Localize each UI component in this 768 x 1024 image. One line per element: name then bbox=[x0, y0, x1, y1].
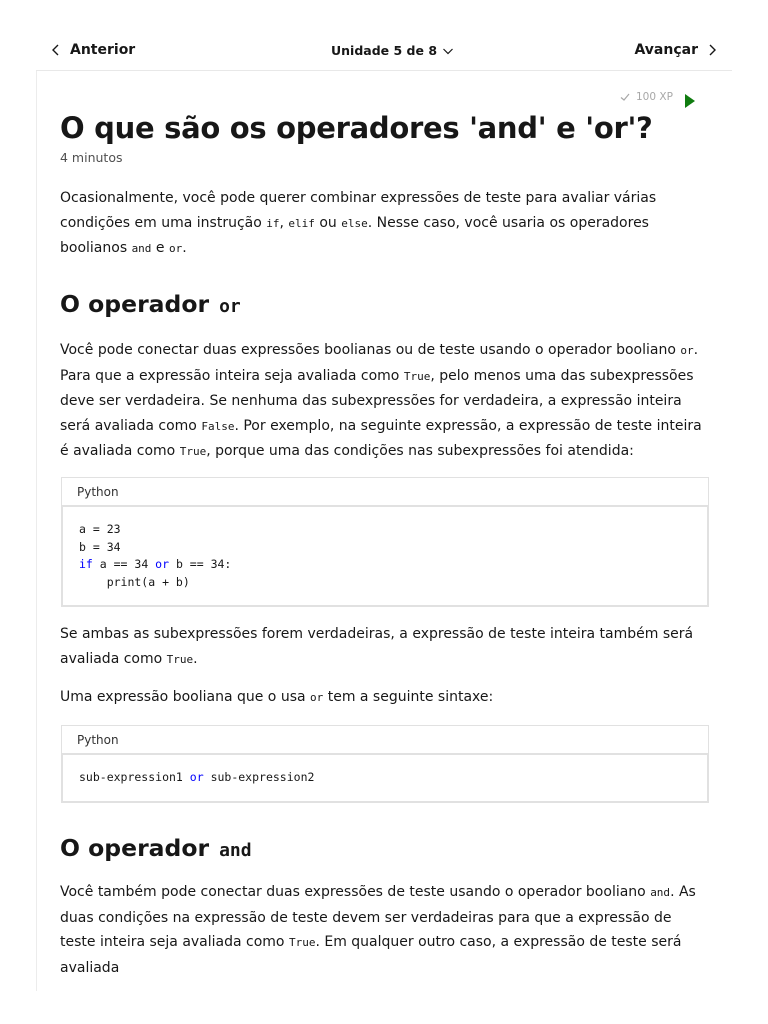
code-language-label: Python bbox=[62, 478, 708, 506]
paragraph-text: Você também pode conectar duas expressões de teste usando o operador booliano bbox=[60, 884, 651, 900]
code-line: sub-expression2 bbox=[203, 770, 315, 784]
or-both-true-paragraph bbox=[60, 622, 710, 672]
paragraph-text: Uma expressão booliana que o usa bbox=[60, 689, 311, 705]
page-title: O que são os operadores 'and' e 'or'? bbox=[60, 111, 653, 145]
code-content bbox=[79, 769, 691, 787]
previous-unit-label: Anterior bbox=[70, 42, 136, 58]
code-body[interactable] bbox=[62, 506, 708, 606]
and-section-heading bbox=[60, 834, 710, 862]
code-keyword: if bbox=[79, 557, 93, 571]
code-keyword: or bbox=[189, 770, 204, 784]
code-content bbox=[79, 521, 691, 591]
duration-label: 4 minutos bbox=[60, 150, 123, 165]
and-description-paragraph bbox=[60, 880, 710, 980]
intro-text: . Nesse caso, você usaria os operadores boolianos bbox=[60, 214, 649, 256]
inline-code: True bbox=[288, 936, 316, 949]
xp-badge bbox=[620, 91, 673, 103]
code-keyword: or bbox=[155, 557, 170, 571]
intro-paragraph bbox=[60, 186, 710, 262]
inline-code: if bbox=[266, 216, 280, 230]
chevron-down-icon bbox=[442, 45, 454, 57]
unit-navigation-bar bbox=[36, 30, 732, 71]
inline-code: or bbox=[680, 344, 694, 357]
paragraph-text: , porque uma das condições nas subexpressões foi atendida: bbox=[206, 443, 634, 459]
paragraph-text: Se ambas as subexpressões forem verdadeiras, a expressão de teste inteira também será avaliada como bbox=[60, 626, 694, 667]
inline-code: True bbox=[166, 652, 194, 666]
or-syntax-paragraph bbox=[60, 685, 710, 711]
unit-selector-dropdown[interactable] bbox=[331, 43, 454, 58]
inline-code: elif bbox=[288, 216, 315, 230]
paragraph-text: tem a seguinte sintaxe: bbox=[323, 689, 494, 705]
unit-header bbox=[60, 108, 710, 165]
code-language-label: Python bbox=[62, 726, 708, 754]
content-left-border bbox=[36, 71, 37, 991]
previous-unit-link[interactable] bbox=[50, 42, 135, 58]
paragraph-text: , pelo menos uma das subexpressões deve ser verdadeira. Se nenhuma das subexpressões for verdadeira, a expressão inteira será avaliada como bbox=[60, 367, 694, 434]
code-line: a == 34 bbox=[92, 557, 156, 571]
or-description-paragraph bbox=[60, 338, 710, 465]
paragraph-text: . Em qualquer outro caso, a expressão de teste será avaliada bbox=[60, 934, 682, 976]
heading-text: O operador bbox=[60, 834, 210, 862]
paragraph-text: . Por exemplo, na seguinte expressão, a expressão de teste inteira é avaliada como bbox=[60, 417, 702, 459]
code-line: sub-expression1 bbox=[79, 770, 190, 784]
intro-text: ou bbox=[314, 214, 342, 231]
check-icon bbox=[620, 92, 630, 102]
heading-code: and bbox=[219, 840, 252, 861]
next-unit-label: Avançar bbox=[634, 42, 698, 58]
code-block-or-example bbox=[61, 477, 709, 607]
inline-code: False bbox=[201, 419, 235, 433]
code-line: b == 34: bbox=[169, 557, 232, 571]
inline-code: True bbox=[403, 369, 431, 383]
intro-text: . bbox=[182, 240, 187, 256]
heading-text: O operador bbox=[60, 290, 210, 318]
code-body[interactable] bbox=[62, 754, 708, 802]
paragraph-text: . bbox=[193, 650, 198, 667]
next-unit-link[interactable] bbox=[634, 42, 718, 58]
inline-code: or bbox=[310, 691, 324, 704]
paragraph-text: Você pode conectar duas expressões boolianas ou de teste usando o operador booliano bbox=[60, 342, 681, 358]
inline-code: and bbox=[131, 242, 152, 255]
intro-text: Ocasionalmente, você pode querer combinar expressões de teste para avaliar várias condições em uma instrução bbox=[60, 190, 657, 231]
paragraph-text: . Para que a expressão inteira seja avaliada como bbox=[60, 342, 699, 384]
code-line: b = 34 bbox=[79, 539, 121, 554]
heading-code: or bbox=[219, 296, 241, 317]
intro-text: e bbox=[151, 240, 169, 256]
code-line: a = 23 bbox=[79, 522, 121, 536]
inline-code: True bbox=[179, 445, 207, 458]
or-section-heading bbox=[60, 290, 710, 318]
chevron-right-icon bbox=[706, 44, 718, 56]
inline-code: and bbox=[650, 886, 671, 899]
xp-label: 100 XP bbox=[636, 91, 673, 103]
paragraph-text: . As duas condições na expressão de teste devem ser verdadeiras para que a expressão de teste inteira seja avaliada como bbox=[60, 884, 696, 950]
inline-code: else bbox=[341, 216, 368, 230]
code-block-or-syntax bbox=[61, 725, 709, 803]
play-icon bbox=[684, 93, 696, 109]
inline-code: or bbox=[168, 242, 183, 255]
intro-text: , bbox=[279, 214, 289, 231]
chevron-left-icon bbox=[50, 44, 62, 56]
unit-selector-label: Unidade 5 de 8 bbox=[331, 43, 438, 58]
code-line: print(a + b) bbox=[79, 574, 190, 589]
